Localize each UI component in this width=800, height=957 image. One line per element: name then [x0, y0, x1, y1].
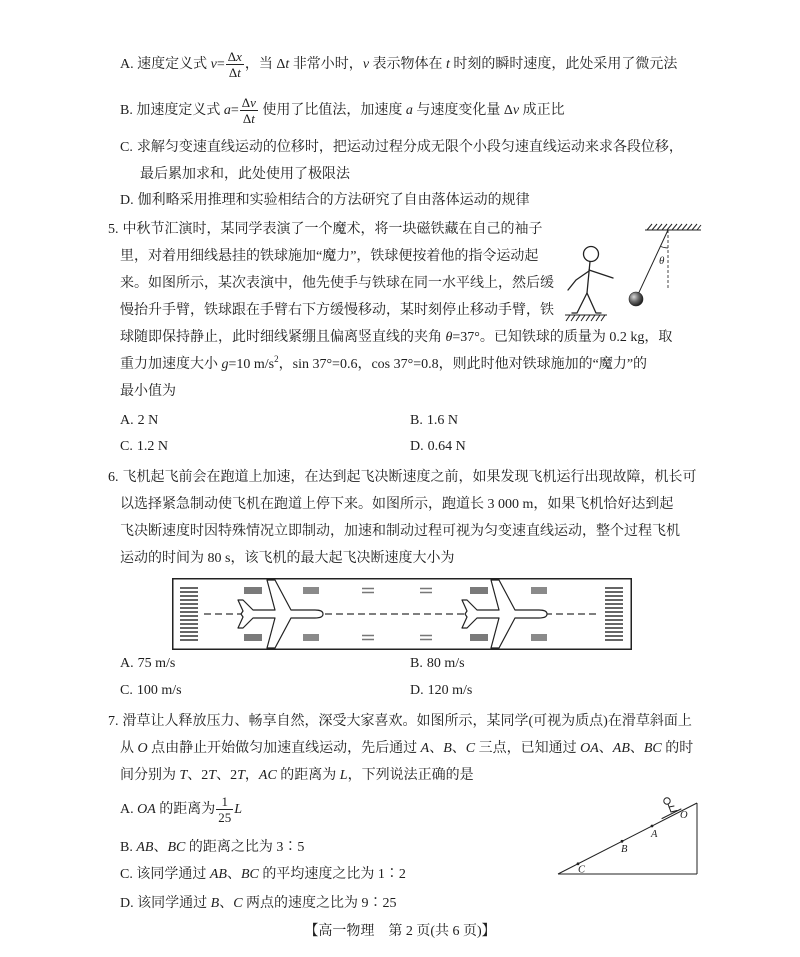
- option-label: A.: [120, 656, 134, 671]
- fraction-numerator: 1: [216, 794, 233, 810]
- q5-stem-line-3: [120, 274, 554, 294]
- page-footer: 【高一物理 第 2 页(共 6 页)】: [304, 924, 496, 939]
- question-text: 滑草让人释放压力、畅享自然，深受大家喜欢。如图所示，某同学(可视为质点)在滑草斜面上: [122, 714, 692, 729]
- point-o-label: O: [680, 810, 688, 821]
- text-segment: 的平均速度之比为 1∶2: [258, 867, 406, 882]
- text-segment: 、: [153, 840, 168, 855]
- math-variable: BC: [643, 741, 662, 756]
- math-variable: C: [233, 896, 243, 911]
- question-text: 飞决断速度时因特殊情况立即制动，加速和制动过程可视为匀变速直线运动，整个过程飞机: [120, 524, 680, 539]
- option-text: 1.2 N: [136, 439, 168, 454]
- q7-option-c: [120, 865, 406, 885]
- person-stick-figure: [568, 247, 613, 314]
- math-variable: T: [237, 768, 245, 783]
- grass-slope-figure: [550, 785, 705, 880]
- q4-option-c: [120, 138, 683, 158]
- q5-option-d: [410, 437, 466, 457]
- math-variable: AB: [612, 741, 630, 756]
- sliding-person: [662, 798, 681, 819]
- pendulum-figure: [555, 220, 705, 325]
- text-segment: 球随即保持静止，此时细线紧绷且偏离竖直线的夹角: [120, 330, 446, 345]
- option-text: 80 m/s: [426, 656, 465, 671]
- text-segment: 加速度定义式: [132, 103, 224, 118]
- runway-marking: [531, 634, 547, 641]
- fraction: [226, 49, 244, 80]
- q7-stem-line-2: [120, 739, 693, 759]
- q6-stem-line-4: [120, 549, 454, 569]
- text-segment: 两点的速度之比为 9∶25: [242, 896, 397, 911]
- math-variable: T: [179, 768, 188, 783]
- point-b: [621, 840, 624, 843]
- option-label: B.: [120, 103, 133, 118]
- runway-marking: [303, 634, 319, 641]
- option-label: A.: [120, 413, 134, 428]
- math-variable: AB: [209, 867, 227, 882]
- point-b-label: B: [621, 844, 628, 855]
- text-segment: ，下列说法正确的是: [347, 768, 474, 783]
- q6-option-a: [120, 654, 175, 674]
- math-variable: T: [208, 768, 217, 783]
- text-segment: 重力加速度大小: [120, 357, 222, 372]
- question-text: 最小值为: [120, 384, 176, 399]
- math-variable: t: [285, 57, 290, 72]
- option-label: D.: [410, 683, 424, 698]
- runway-figure: [172, 578, 632, 650]
- superscript: 2: [274, 354, 279, 364]
- math-variable: L: [234, 802, 243, 817]
- text-segment: 使用了比值法，加速度: [258, 103, 406, 118]
- question-text: 慢抬升手臂，铁球跟在手臂右下方缓慢移动，某时刻停止移动手臂，铁: [120, 303, 554, 318]
- math-variable: BC: [240, 867, 259, 882]
- math-variable: a: [223, 103, 231, 118]
- runway-marking: [244, 587, 262, 594]
- q5-stem-line-1: [108, 220, 543, 240]
- text-segment: 成正比: [519, 103, 565, 118]
- option-text: 求解匀变速直线运动的位移时，把运动过程分成无限个小段匀速直线运动来求各段位移，: [136, 140, 683, 155]
- text-segment: 从: [120, 741, 138, 756]
- fraction-denominator: 25: [218, 810, 232, 826]
- q4-option-c-continued: [140, 165, 350, 185]
- math-variable: C: [465, 741, 476, 756]
- option-label: A.: [120, 57, 134, 72]
- math-variable: θ: [445, 330, 453, 345]
- text-segment: 三点，已知通过: [475, 741, 581, 756]
- text-segment: 该同学通过: [133, 896, 211, 911]
- q6-option-c: [120, 681, 182, 701]
- question-text: 飞机起飞前会在跑道上加速，在达到起飞决断速度之前，如果发现飞机运行出现故障，机长可: [122, 470, 697, 485]
- text-segment: 非常小时，: [289, 57, 363, 72]
- option-label: D.: [120, 896, 134, 911]
- math-variable: B: [210, 896, 220, 911]
- option-text: 100 m/s: [136, 683, 182, 698]
- math-variable: O: [137, 741, 148, 756]
- fraction-numerator: [240, 95, 258, 111]
- text-segment: 的距离为: [276, 768, 340, 783]
- math-variable: OA: [137, 802, 156, 817]
- q4-option-d: [120, 191, 530, 211]
- q7-option-d: [120, 894, 397, 914]
- fraction-numerator: [226, 49, 244, 65]
- q7-option-a: [120, 792, 242, 828]
- q6-option-d: [410, 681, 472, 701]
- angle-theta-label: θ: [659, 255, 665, 267]
- text-segment: ，当 Δ: [244, 57, 286, 72]
- delta-symbol: Δ: [228, 65, 238, 81]
- text-segment: 的距离之比为 3∶5: [185, 840, 305, 855]
- question-text: 以选择紧急制动使飞机在跑道上停下来。如图所示，跑道长 3 000 m，如果飞机恰好达到起: [120, 497, 674, 512]
- option-label: B.: [410, 656, 423, 671]
- question-number: 7.: [108, 714, 119, 729]
- point-c-label: C: [578, 864, 586, 876]
- ground: [565, 315, 607, 321]
- delta-symbol: Δ: [241, 95, 251, 111]
- text-segment: 、: [226, 867, 241, 882]
- math-variable: t: [251, 111, 255, 127]
- option-label: D.: [410, 439, 424, 454]
- text-segment: 间分别为: [120, 768, 180, 783]
- q5-option-a: [120, 411, 158, 431]
- q5-stem-line-5: [120, 328, 672, 348]
- text-segment: 、: [629, 741, 644, 756]
- text-segment: 、2: [187, 768, 209, 783]
- text-segment: 的距离为: [155, 802, 216, 817]
- math-variable: AC: [258, 768, 277, 783]
- math-operator: =: [230, 103, 239, 118]
- q5-option-c: [120, 437, 168, 457]
- q7-stem-line-3: [120, 766, 474, 786]
- option-label: B.: [410, 413, 423, 428]
- question-text: 来。如图所示，某次表演中，他先使手与铁球在同一水平线上，然后缓: [120, 276, 554, 291]
- math-variable: a: [405, 103, 413, 118]
- question-number: 6.: [108, 470, 119, 485]
- q6-option-b: [410, 654, 465, 674]
- delta-symbol: Δ: [242, 111, 252, 127]
- text-segment: ，: [244, 768, 259, 783]
- option-text: 伽利略采用推理和实验相结合的方法研究了自由落体运动的规律: [137, 193, 530, 208]
- fraction-denominator: [226, 65, 244, 80]
- text-segment: 该同学通过: [132, 867, 210, 882]
- fraction: [216, 794, 233, 825]
- text-segment: ，sin 37°=0.6，cos 37°=0.8，则此时他对铁球施加的“魔力”的: [278, 357, 648, 372]
- ceiling: [645, 224, 701, 230]
- math-variable: AB: [136, 840, 154, 855]
- text-segment: 点由静止开始做匀加速直线运动，先后通过: [147, 741, 421, 756]
- math-variable: A: [420, 741, 430, 756]
- point-a-label: A: [651, 829, 658, 840]
- option-text: 0.64 N: [427, 439, 466, 454]
- q5-option-b: [410, 411, 458, 431]
- runway-marking: [531, 587, 547, 594]
- option-text: 1.6 N: [426, 413, 458, 428]
- option-text: 120 m/s: [427, 683, 473, 698]
- runway-marking: [244, 634, 262, 641]
- q5-stem-line-2: [120, 247, 538, 267]
- option-text: 75 m/s: [137, 656, 176, 671]
- q7-stem-line-1: [108, 712, 692, 732]
- text-segment: 的时: [661, 741, 694, 756]
- q4-option-a: [120, 47, 677, 83]
- math-variable: OA: [580, 741, 599, 756]
- option-label: C.: [120, 140, 133, 155]
- question-text: 里，对着用细线悬挂的铁球施加“魔力”，铁球便按着他的指令运动起: [120, 249, 539, 264]
- q6-stem-line-1: [108, 468, 697, 488]
- text-segment: 、: [451, 741, 466, 756]
- text-segment: 、2: [216, 768, 238, 783]
- fraction-denominator: [240, 111, 258, 126]
- math-variable: B: [443, 741, 452, 756]
- option-text: 最后累加求和，此处使用了极限法: [140, 167, 350, 182]
- q5-stem-line-7: [120, 382, 176, 402]
- text-segment: 与速度变化量 Δ: [412, 103, 513, 118]
- math-variable: t: [237, 65, 241, 81]
- math-variable: v: [362, 57, 370, 72]
- option-text: 2 N: [137, 413, 159, 428]
- q7-option-b: [120, 838, 304, 858]
- q5-stem-line-6: [120, 355, 647, 375]
- text-segment: 、: [429, 741, 444, 756]
- angle-arc: [660, 246, 668, 248]
- text-segment: =10 m/s: [228, 357, 275, 372]
- math-variable: v: [250, 95, 256, 111]
- math-variable: BC: [167, 840, 186, 855]
- math-variable: L: [339, 768, 348, 783]
- q4-option-b: [120, 93, 565, 129]
- option-label: C.: [120, 439, 133, 454]
- delta-symbol: Δ: [227, 49, 237, 65]
- iron-ball: [629, 292, 643, 306]
- runway-marking: [303, 587, 319, 594]
- text-segment: 、: [219, 896, 234, 911]
- fraction: [240, 95, 258, 126]
- math-variable: x: [236, 49, 242, 65]
- question-number: 5.: [108, 222, 119, 237]
- math-operator: =: [216, 57, 225, 72]
- point-a: [651, 825, 654, 828]
- option-label: A.: [120, 802, 134, 817]
- math-variable: t: [446, 57, 450, 72]
- question-text: 运动的时间为 80 s，该飞机的最大起飞决断速度大小为: [120, 551, 455, 566]
- text-segment: 时刻的瞬时速度，此处采用了微元法: [449, 57, 678, 72]
- option-label: B.: [120, 840, 133, 855]
- option-label: C.: [120, 867, 133, 882]
- question-text: 中秋节汇演时，某同学表演了一个魔术，将一块磁铁藏在自己的袖子: [122, 222, 543, 237]
- text-segment: =37°。已知铁球的质量为 0.2 kg，取: [452, 330, 673, 345]
- runway-marking: [470, 587, 488, 594]
- text-segment: 表示物体在: [369, 57, 447, 72]
- runway-marking: [470, 634, 488, 641]
- q6-stem-line-2: [120, 495, 673, 515]
- q5-stem-line-4: [120, 301, 554, 321]
- math-variable: g: [221, 357, 229, 372]
- option-label: C.: [120, 683, 133, 698]
- text-segment: 、: [598, 741, 613, 756]
- math-variable: v: [210, 57, 217, 72]
- q6-stem-line-3: [120, 522, 680, 542]
- text-segment: 速度定义式: [133, 57, 211, 72]
- option-label: D.: [120, 193, 134, 208]
- math-variable: v: [512, 103, 520, 118]
